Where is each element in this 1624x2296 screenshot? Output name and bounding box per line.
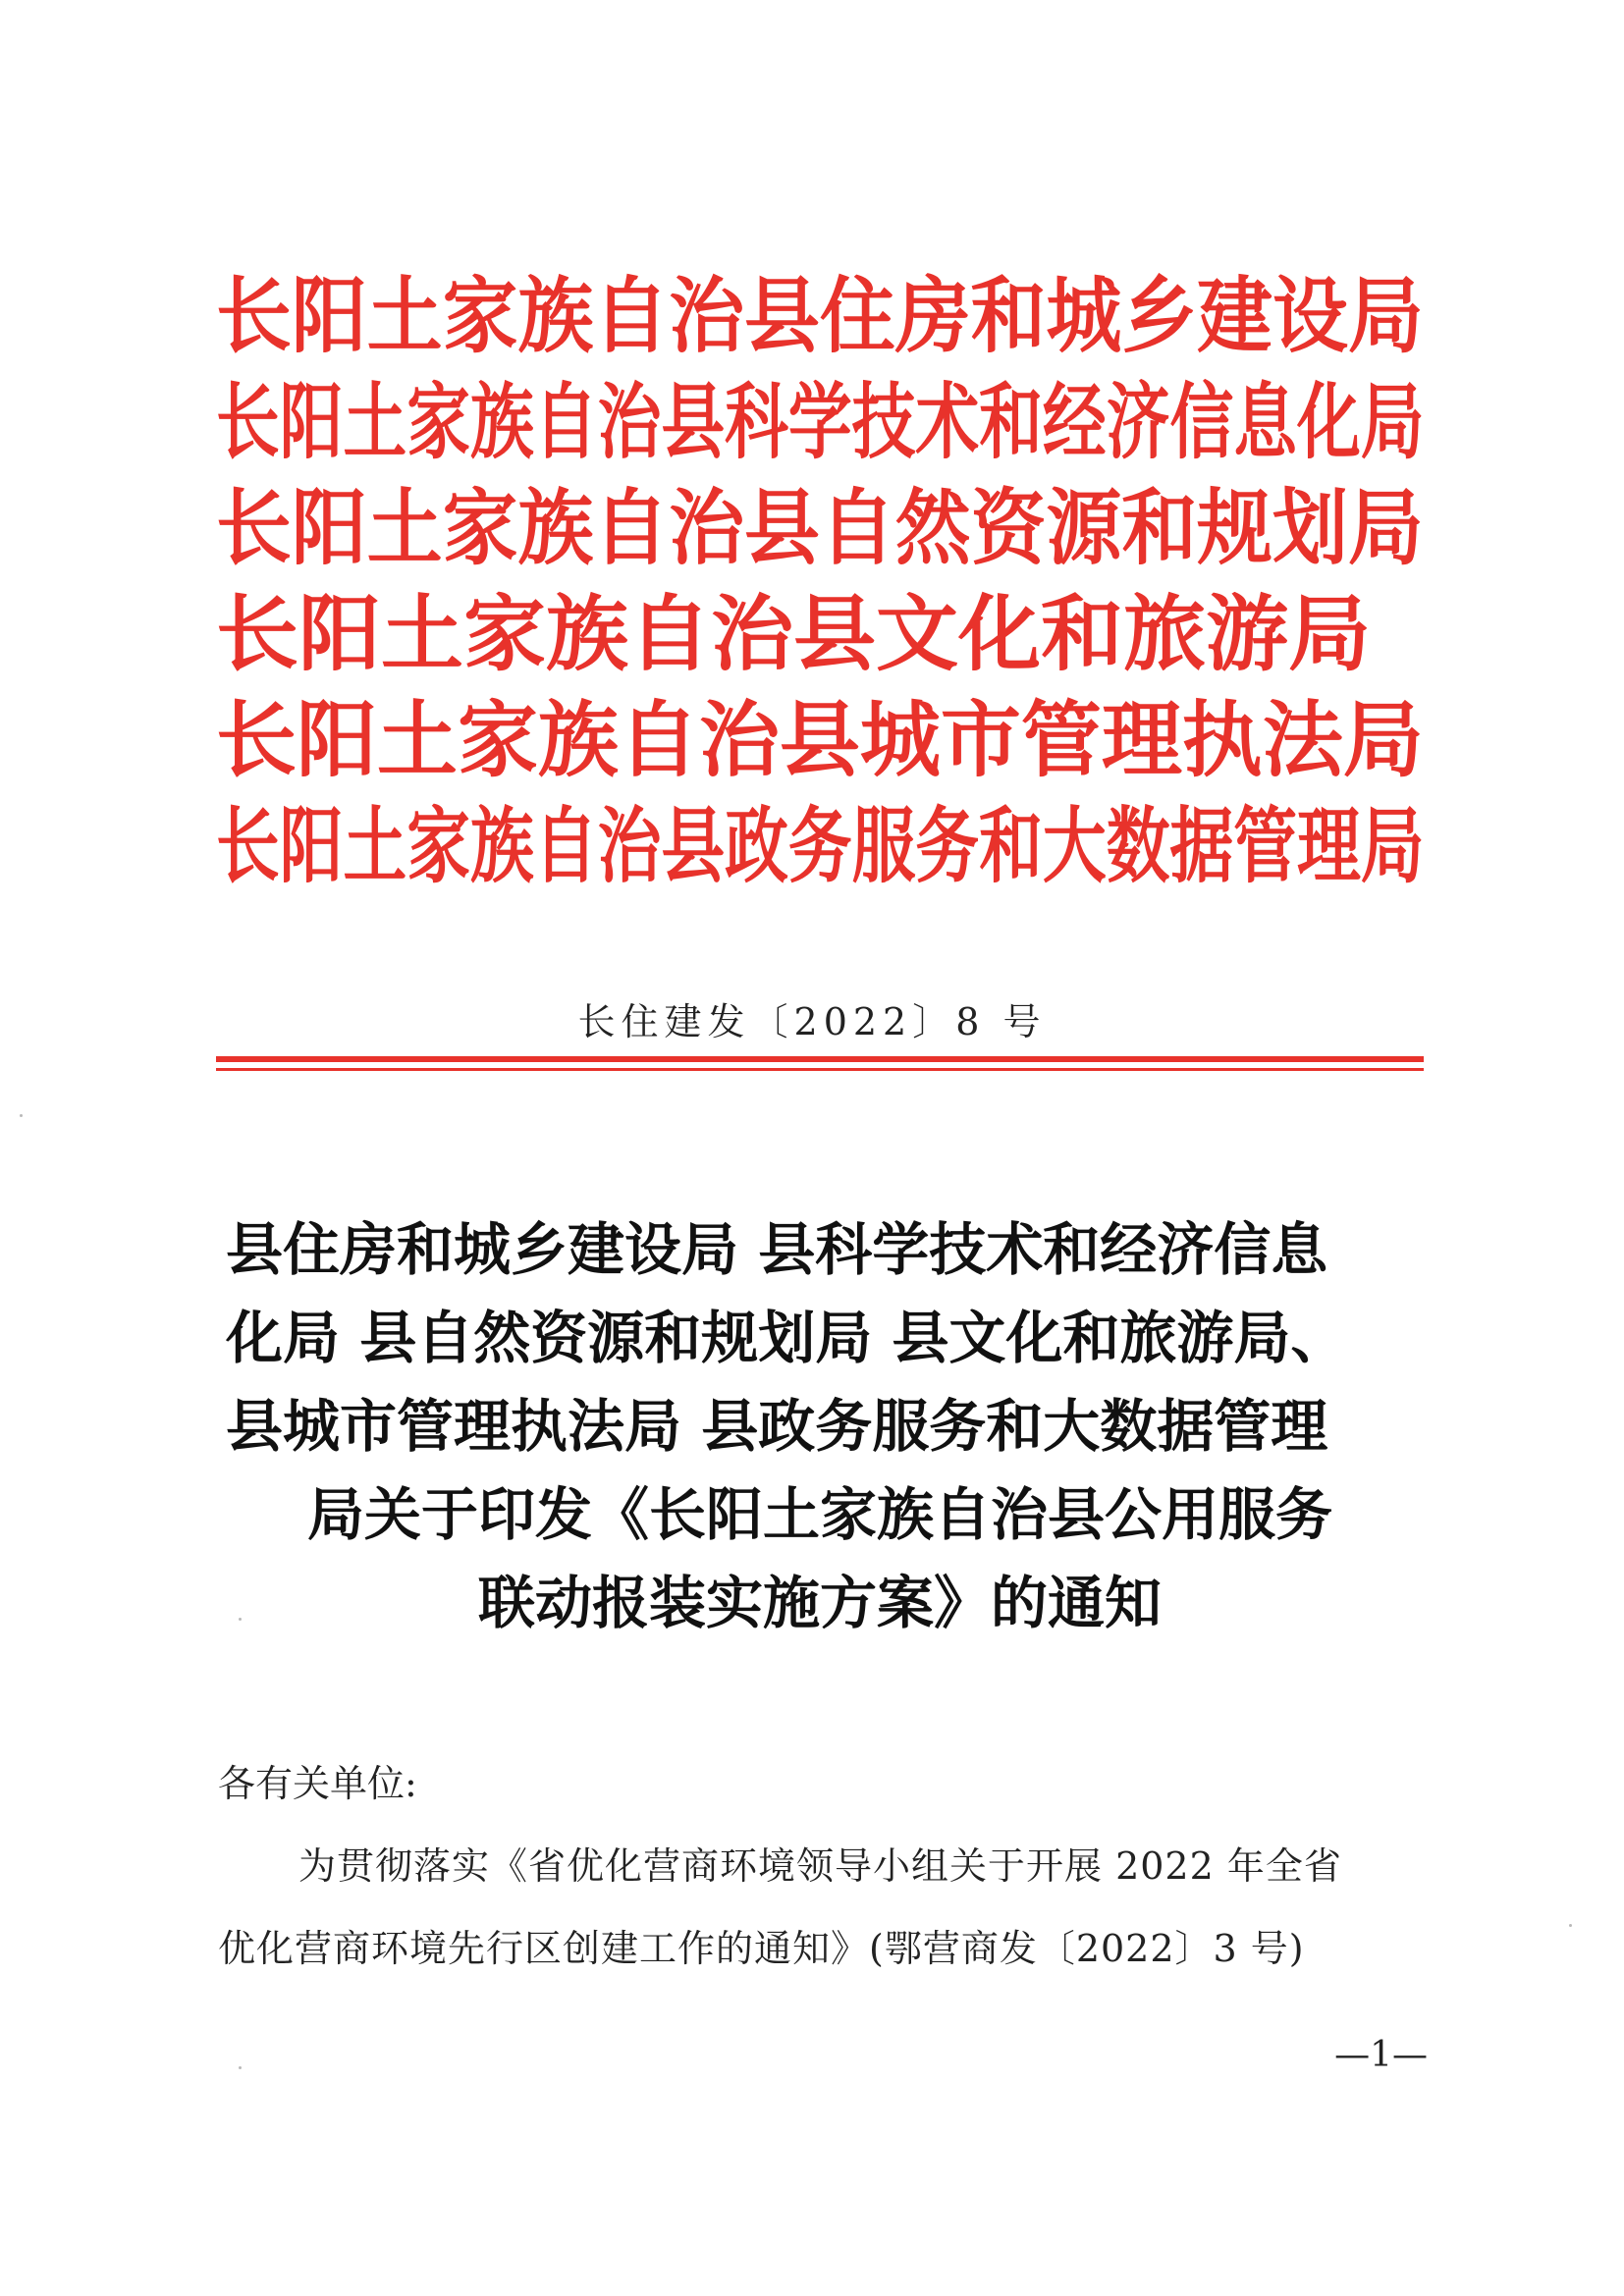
paragraph-line: 优化营商环境先行区创建工作的通知》(鄂营商发〔2022〕3 号): [218, 1927, 1305, 1970]
org-name-line: 长阳土家族自治县住房和城乡建设局: [216, 267, 1424, 364]
document-number: 长住建发〔2022〕8 号: [577, 1000, 1047, 1043]
scan-speck: [239, 2066, 242, 2069]
org-name-line: 长阳土家族自治县自然资源和规划局: [216, 479, 1424, 576]
red-separator-thin: [216, 1068, 1424, 1071]
title-line: 县住房和城乡建设局 县科学技术和经济信息: [226, 1216, 1328, 1283]
document-body: [218, 1742, 1426, 1990]
red-separator-thick: [216, 1056, 1424, 1062]
title-line: 局关于印发《长阳土家族自治县公用服务: [306, 1481, 1332, 1548]
document-title: [226, 1205, 1414, 1647]
scan-speck: [239, 1618, 242, 1621]
issuing-authority-header: [216, 263, 1424, 899]
scan-speck: [1569, 1924, 1572, 1927]
salutation: 各有关单位:: [218, 1762, 417, 1805]
org-name-line: 长阳土家族自治县政务服务和大数据管理局: [216, 797, 1425, 894]
title-line: 化局 县自然资源和规划局 县文化和旅游局、: [226, 1305, 1348, 1371]
org-name-line: 长阳土家族自治县城市管理执法局: [216, 691, 1424, 788]
org-name-line: 长阳土家族自治县科学技术和经济信息化局: [216, 373, 1425, 470]
page-number: —1—: [1334, 2035, 1428, 2075]
title-line: 联动报装实施方案》的通知: [477, 1570, 1162, 1636]
scan-speck: [20, 1114, 23, 1117]
title-line: 县城市管理执法局 县政务服务和大数据管理: [226, 1393, 1328, 1460]
paragraph-line: 为贯彻落实《省优化营商环境领导小组关于开展 2022 年全省: [298, 1844, 1342, 1888]
org-name-line: 长阳土家族自治县文化和旅游局: [216, 585, 1372, 682]
